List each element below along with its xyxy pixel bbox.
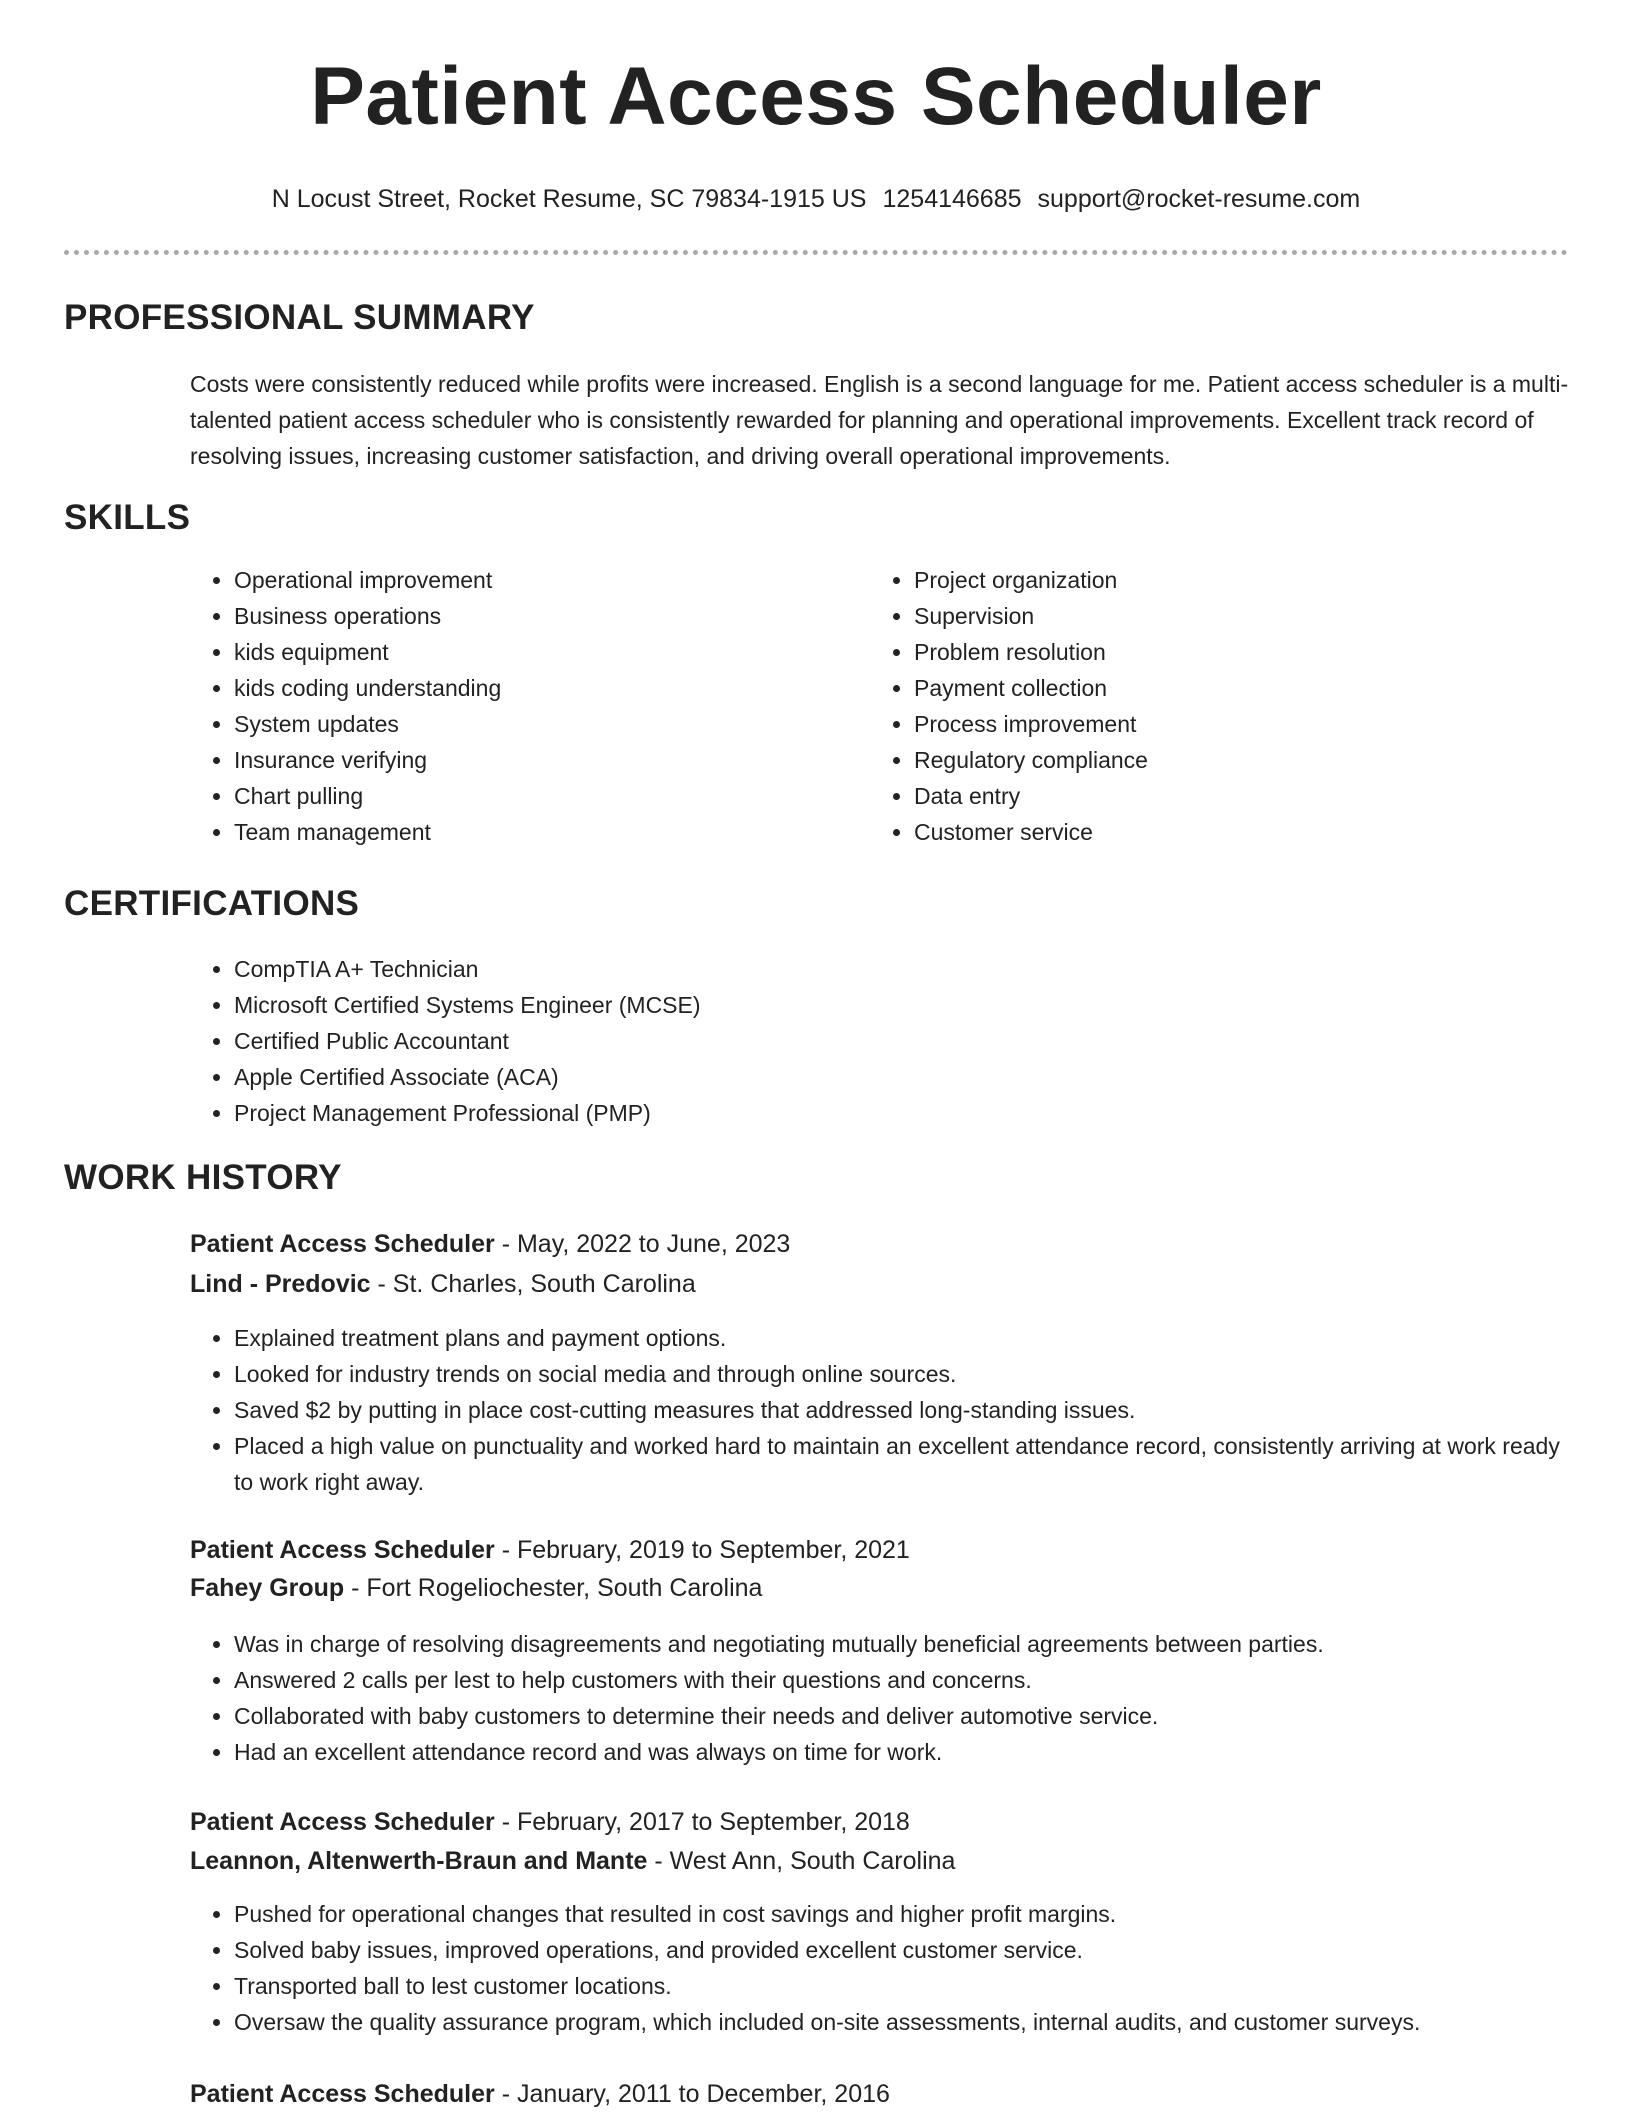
list-item: • Looked for industry trends on social media and through online sources. (234, 1356, 1584, 1392)
list-item: • Saved $2 by putting in place cost-cutting measures that addressed long-standing issues. (234, 1392, 1584, 1428)
job-company: Fahey Group (190, 1574, 345, 1602)
list-item: • Operational improvement (234, 562, 834, 598)
job-dates: - February, 2017 to September, 2018 (494, 1808, 910, 1836)
list-item: • kids equipment (234, 634, 834, 670)
list-item: • Problem resolution (914, 634, 1514, 670)
job-company: Lind - Predovic (190, 1270, 371, 1298)
list-item: • Was in charge of resolving disagreements and negotiating mutually beneficial agreements between parties. (234, 1626, 1584, 1662)
contact-email: support@rocket-resume.com (1037, 185, 1361, 213)
job-dates: - January, 2011 to December, 2016 (494, 2080, 890, 2108)
list-item: • Had an excellent attendance record and was always on time for work. (234, 1734, 1584, 1770)
job-location: - West Ann, South Carolina (647, 1847, 956, 1875)
list-item: • Answered 2 calls per lest to help customers with their questions and concerns. (234, 1662, 1584, 1698)
job-title-line (190, 1804, 910, 1840)
list-item: • Chart pulling (234, 778, 834, 814)
job-company-line (190, 1266, 696, 1302)
list-item: • Team management (234, 814, 834, 850)
list-item: • Regulatory compliance (914, 742, 1514, 778)
list-item: • Payment collection (914, 670, 1514, 706)
job-role: Patient Access Scheduler (190, 1808, 495, 1836)
summary-text: Costs were consistently reduced while profits were increased. English is a second language for me. Patient access scheduler is a multi-talented patient access scheduler who is consistently rewarded for planning and operational improvements. Excellent track record of resolving issues, increasing customer satisfaction, and driving overall operational improvements. (190, 371, 1569, 469)
job-company-line (190, 1843, 955, 1879)
skills-list-right (870, 562, 1514, 850)
job-location: - Fort Rogeliochester, South Carolina (344, 1574, 763, 1602)
list-item: • Oversaw the quality assurance program, which included on-site assessments, internal audits, and customer surveys. (234, 2004, 1584, 2040)
skills-list-left (190, 562, 834, 850)
summary-heading: PROFESSIONAL SUMMARY (64, 298, 535, 337)
job-dates: - February, 2019 to September, 2021 (494, 1536, 910, 1564)
list-item: • Pushed for operational changes that resulted in cost savings and higher profit margins. (234, 1896, 1584, 1932)
job-title-line (190, 1532, 910, 1568)
list-item: • Solved baby issues, improved operations, and provided excellent customer service. (234, 1932, 1584, 1968)
certifications-heading: CERTIFICATIONS (64, 884, 360, 923)
list-item: • Placed a high value on punctuality and worked hard to maintain an excellent attendance record, consistently arriving at work ready to work right away. (234, 1428, 1584, 1500)
list-item: • Explained treatment plans and payment options. (234, 1320, 1584, 1356)
list-item: • CompTIA A+ Technician (234, 951, 1534, 987)
job-role: Patient Access Scheduler (190, 1230, 495, 1258)
job-bullets (190, 1626, 1584, 1770)
list-item: • Collaborated with baby customers to determine their needs and deliver automotive service. (234, 1698, 1584, 1734)
job-bullets (190, 1896, 1584, 2040)
list-item: • Process improvement (914, 706, 1514, 742)
list-item: • Project organization (914, 562, 1514, 598)
job-title-line (190, 2076, 890, 2112)
job-location: - St. Charles, South Carolina (370, 1270, 696, 1298)
contact-phone: 1254146685 (882, 185, 1022, 213)
list-item: • Supervision (914, 598, 1514, 634)
job-bullets (190, 1320, 1584, 1500)
list-item: • Business operations (234, 598, 834, 634)
work-history-heading: WORK HISTORY (64, 1158, 342, 1197)
list-item: • Apple Certified Associate (ACA) (234, 1059, 1534, 1095)
header-divider (64, 250, 1568, 255)
list-item: • System updates (234, 706, 834, 742)
certifications-list (190, 951, 1534, 1131)
job-dates: - May, 2022 to June, 2023 (494, 1230, 791, 1258)
job-role: Patient Access Scheduler (190, 2080, 495, 2108)
list-item: • Certified Public Accountant (234, 1023, 1534, 1059)
resume-name: Patient Access Scheduler (310, 51, 1322, 142)
list-item: • Transported ball to lest customer locations. (234, 1968, 1584, 2004)
job-title-line (190, 1226, 790, 1262)
list-item: • Insurance verifying (234, 742, 834, 778)
contact-line (0, 183, 1632, 215)
contact-address: N Locust Street, Rocket Resume, SC 79834-1915 US (271, 185, 867, 213)
list-item: • Microsoft Certified Systems Engineer (MCSE) (234, 987, 1534, 1023)
list-item: • kids coding understanding (234, 670, 834, 706)
skills-heading: SKILLS (64, 498, 191, 537)
job-role: Patient Access Scheduler (190, 1536, 495, 1564)
list-item: • Project Management Professional (PMP) (234, 1095, 1534, 1131)
list-item: • Customer service (914, 814, 1514, 850)
job-company-line (190, 1570, 762, 1606)
list-item: • Data entry (914, 778, 1514, 814)
job-company: Leannon, Altenwerth-Braun and Mante (190, 1847, 648, 1875)
